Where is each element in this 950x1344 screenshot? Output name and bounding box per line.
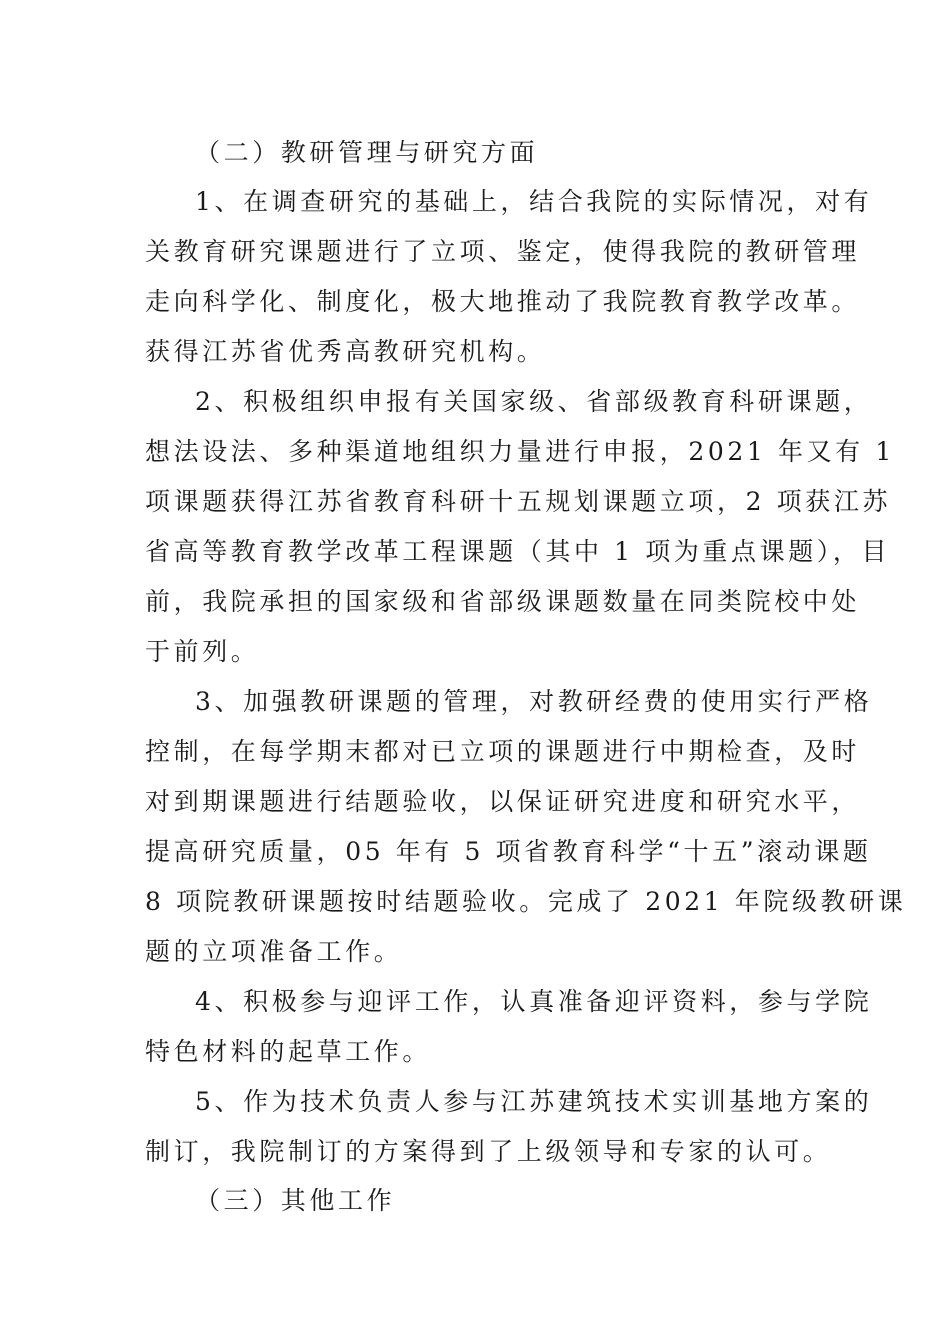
paragraph-line: 8 项院教研课题按时结题验收。完成了 2021 年院级教研课 [145, 887, 907, 916]
section-heading-2: （二）教研管理与研究方面 [195, 138, 539, 167]
paragraph-line: 2、积极组织申报有关国家级、省部级教育科研课题， [195, 387, 873, 416]
paragraph-line: 前，我院承担的国家级和省部级课题数量在同类院校中处 [145, 587, 861, 616]
paragraph-line: 1、在调查研究的基础上，结合我院的实际情况，对有 [195, 187, 873, 216]
paragraph-line: 题的立项准备工作。 [145, 937, 403, 966]
paragraph-line: 提高研究质量，05 年有 5 项省教育科学“十五”滚动课题 [145, 837, 872, 866]
paragraph-line: 特色材料的起草工作。 [145, 1037, 432, 1066]
paragraph-line: 项课题获得江苏省教育科研十五规划课题立项，2 项获江苏 [145, 487, 892, 516]
paragraph-line: 走向科学化、制度化，极大地推动了我院教育教学改革。 [145, 287, 861, 316]
paragraph-line: 3、加强教研课题的管理，对教研经费的使用实行严格 [195, 687, 873, 716]
paragraph-line: 于前列。 [145, 637, 260, 666]
section-heading-3: （三）其他工作 [195, 1186, 396, 1215]
paragraph-line: 获得江苏省优秀高教研究机构。 [145, 337, 546, 366]
paragraph-line: 制订，我院制订的方案得到了上级领导和专家的认可。 [145, 1137, 832, 1166]
paragraph-line: 省高等教育教学改革工程课题（其中 1 项为重点课题），目 [145, 537, 891, 566]
paragraph-line: 5、作为技术负责人参与江苏建筑技术实训基地方案的 [195, 1087, 873, 1116]
paragraph-line: 4、积极参与迎评工作，认真准备迎评资料，参与学院 [195, 987, 873, 1016]
paragraph-line: 对到期课题进行结题验收，以保证研究进度和研究水平， [145, 787, 861, 816]
paragraph-line: 关教育研究课题进行了立项、鉴定，使得我院的教研管理 [145, 237, 861, 266]
paragraph-line: 控制，在每学期末都对已立项的课题进行中期检查，及时 [145, 737, 861, 766]
paragraph-line: 想法设法、多种渠道地组织力量进行申报，2021 年又有 1 [145, 437, 895, 466]
